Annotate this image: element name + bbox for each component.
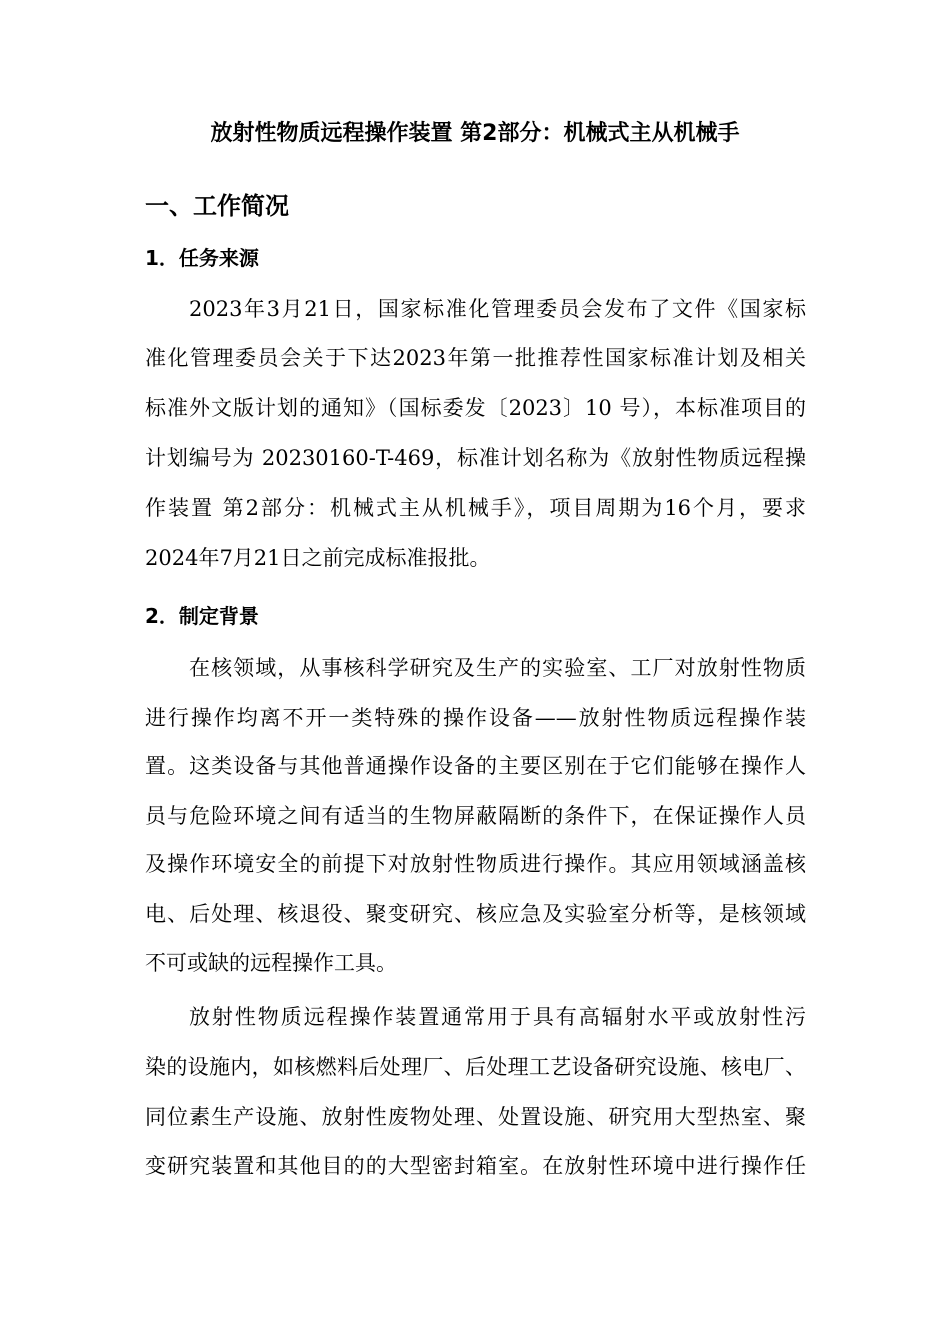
text-line: 员与危险环境之间有适当的生物屏蔽隔断的条件下，在保证操作人员	[145, 804, 806, 828]
text-line: 2024年7月21日之前完成标准报批。	[145, 546, 491, 570]
text-line: 同位素生产设施、放射性废物处理、处置设施、研究用大型热室、聚	[145, 1105, 806, 1129]
text-line: 进行操作均离不开一类特殊的操作设备——放射性物质远程操作装	[145, 706, 806, 730]
text-line: 作装置 第2部分：机械式主从机械手》，项目周期为16个月，要求	[145, 496, 806, 520]
subheading-background: 2．制定背景	[145, 604, 259, 628]
text-line: 置。这类设备与其他普通操作设备的主要区别在于它们能够在操作人	[145, 754, 806, 778]
text-line: 在核领域，从事核科学研究及生产的实验室、工厂对放射性物质	[189, 656, 806, 680]
text-line: 计划编号为 20230160-T-469，标准计划名称为《放射性物质远程操	[145, 446, 806, 470]
text-line: 标准外文版计划的通知》（国标委发〔2023〕10 号），本标准项目的	[145, 396, 806, 420]
text-line: 放射性物质远程操作装置通常用于具有高辐射水平或放射性污	[189, 1005, 806, 1029]
text-line: 不可或缺的远程操作工具。	[145, 951, 397, 975]
text-line: 准化管理委员会关于下达2023年第一批推荐性国家标准计划及相关	[145, 346, 806, 370]
document-title: 放射性物质远程操作装置 第2部分：机械式主从机械手	[210, 121, 740, 146]
text-line: 及操作环境安全的前提下对放射性物质进行操作。其应用领域涵盖核	[145, 852, 806, 876]
text-line: 变研究装置和其他目的的大型密封箱室。在放射性环境中进行操作任	[145, 1154, 806, 1178]
subheading-task-source: 1．任务来源	[145, 246, 259, 270]
text-line: 电、后处理、核退役、聚变研究、核应急及实验室分析等，是核领域	[145, 902, 806, 926]
text-line: 2023年3月21日，国家标准化管理委员会发布了文件《国家标	[189, 297, 806, 321]
text-line: 染的设施内，如核燃料后处理厂、后处理工艺设备研究设施、核电厂、	[145, 1055, 806, 1079]
section-heading-work-overview: 一、工作简况	[145, 192, 289, 220]
